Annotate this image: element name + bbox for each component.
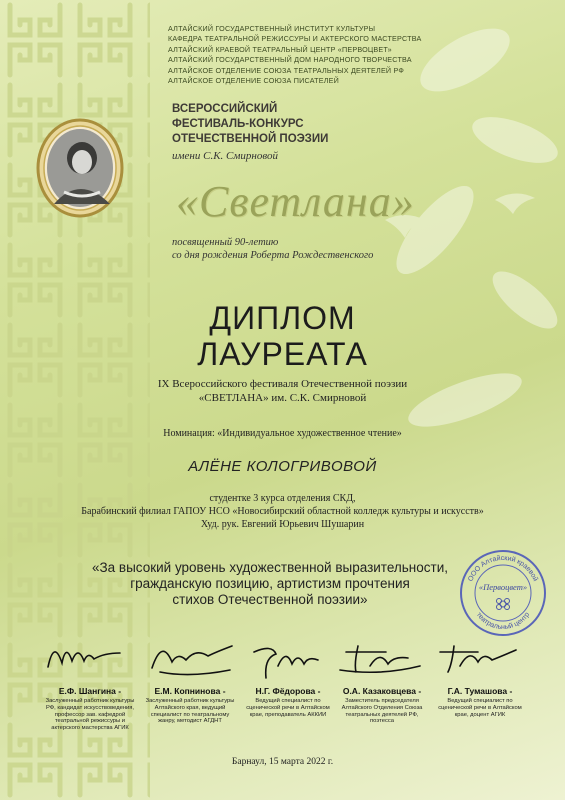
festival-dedication bbox=[172, 236, 373, 262]
signer-name: Е.М. Копнинова - bbox=[154, 686, 226, 696]
signer-4 bbox=[334, 686, 430, 725]
signer-2 bbox=[142, 686, 238, 725]
official-stamp bbox=[458, 548, 548, 638]
org-line: КАФЕДРА ТЕАТРАЛЬНОЙ РЕЖИССУРЫ И АКТЕРСКОГО МАСТЕРСТВА bbox=[168, 34, 422, 44]
reason-line: «За высокий уровень художественной выразительности, bbox=[92, 560, 448, 575]
details-line: студентке 3 курса отделения СКД, bbox=[209, 493, 356, 504]
stamp-top-text: ООО Алтайский краевой bbox=[467, 554, 539, 583]
signer-5 bbox=[432, 686, 528, 718]
festival-title-line: ФЕСТИВАЛЬ-КОНКУРС bbox=[172, 118, 304, 130]
signer-name: Г.А. Тумашова - bbox=[447, 686, 513, 696]
flower-icon bbox=[497, 599, 510, 610]
laureate-heading: ЛАУРЕАТА bbox=[197, 336, 368, 372]
festival-full-line: IX Всероссийского фестиваля Отечественной поэзии bbox=[157, 378, 408, 390]
festival-title-line: ОТЕЧЕСТВЕННОЙ ПОЭЗИИ bbox=[172, 133, 329, 145]
signature-kopninova bbox=[152, 646, 232, 675]
laureate-details bbox=[0, 492, 565, 531]
laureate-name: АЛЁНЕ КОЛОГРИВОВОЙ bbox=[188, 458, 377, 475]
dedication-line: со дня рождения Роберта Рождественского bbox=[172, 250, 374, 261]
festival-full-name bbox=[0, 377, 565, 405]
signer-description: Ведущий специалист по сценической речи в Алтайском крае, доцент АГИК bbox=[438, 698, 522, 718]
signer-name: Е.Ф. Шангина - bbox=[58, 686, 122, 696]
signer-description: Заместитель председателя Алтайского Отделения Союза театральных деятелей РФ, поэтесса bbox=[341, 698, 423, 725]
festival-full-line: «СВЕТЛАНА» им. С.К. Смирновой bbox=[198, 392, 367, 404]
festival-name: «Светлана» bbox=[176, 177, 415, 226]
signature-shangina bbox=[48, 652, 120, 667]
details-line: Худ. рук. Евгений Юрьевич Шушарин bbox=[200, 519, 365, 530]
place-and-date: Барнаул, 15 марта 2022 г. bbox=[231, 757, 334, 767]
signer-description: Заслуженный работник культуры Алтайского края, ведущий специалист по театральному жанру, методист АГДНТ bbox=[145, 698, 235, 725]
reason-line: гражданскую позицию, артистизм прочтения bbox=[130, 576, 410, 591]
signatures bbox=[40, 632, 560, 687]
signer-description: Заслуженный работник культуры РФ, кандидат искусствоведения, профессор зав. кафедрой театральной режиссуры и актерского мастерства АГИК bbox=[45, 698, 135, 732]
dedication-line: посвященный 90-летию bbox=[172, 237, 279, 248]
signature-fedorova bbox=[254, 648, 318, 678]
signer-3 bbox=[240, 686, 336, 718]
festival-title bbox=[172, 102, 328, 147]
details-line: Барабинский филиал ГАПОУ НСО «Новосибирский областной колледж культуры и искусств» bbox=[81, 506, 484, 517]
reason-line: стихов Отечественной поэзии» bbox=[172, 592, 368, 607]
signer-name: Н.Г. Фёдорова - bbox=[255, 686, 321, 696]
stamp-bottom-text: театральный центр bbox=[474, 611, 532, 632]
festival-title-line: ВСЕРОССИЙСКИЙ bbox=[172, 103, 278, 115]
organizations-list bbox=[168, 24, 421, 86]
signature-tumashova bbox=[440, 646, 516, 672]
portrait bbox=[36, 118, 124, 218]
org-line: АЛТАЙСКИЙ ГОСУДАРСТВЕННЫЙ ДОМ НАРОДНОГО ТВОРЧЕСТВА bbox=[168, 55, 412, 65]
signer-name: О.А. Казаковцева - bbox=[342, 686, 422, 696]
org-line: АЛТАЙСКОЕ ОТДЕЛЕНИЕ СОЮЗА ТЕАТРАЛЬНЫХ ДЕЯТЕЛЕЙ РФ bbox=[168, 65, 405, 75]
org-line: АЛТАЙСКИЙ ГОСУДАРСТВЕННЫЙ ИНСТИТУТ КУЛЬТУРЫ bbox=[168, 24, 376, 33]
stamp-center-text: «Первоцвет» bbox=[478, 582, 528, 592]
signer-1 bbox=[42, 686, 138, 732]
signature-kazakovtseva bbox=[340, 646, 420, 672]
org-line: АЛТАЙСКОЕ ОТДЕЛЕНИЕ СОЮЗА ПИСАТЕЛЕЙ bbox=[168, 76, 339, 86]
org-line: АЛТАЙСКИЙ КРАЕВОЙ ТЕАТРАЛЬНЫЙ ЦЕНТР «ПЕРВОЦВЕТ» bbox=[168, 44, 392, 54]
diploma-heading: ДИПЛОМ bbox=[209, 300, 356, 336]
signer-description: Ведущий специалист по сценической речи в Алтайском крае, преподаватель АККИИ bbox=[246, 698, 330, 718]
award-reason bbox=[80, 560, 460, 608]
nomination: Номинация: «Индивидуальное художественное чтение» bbox=[163, 428, 402, 439]
festival-named-after: имени С.К. Смирновой bbox=[172, 150, 278, 162]
